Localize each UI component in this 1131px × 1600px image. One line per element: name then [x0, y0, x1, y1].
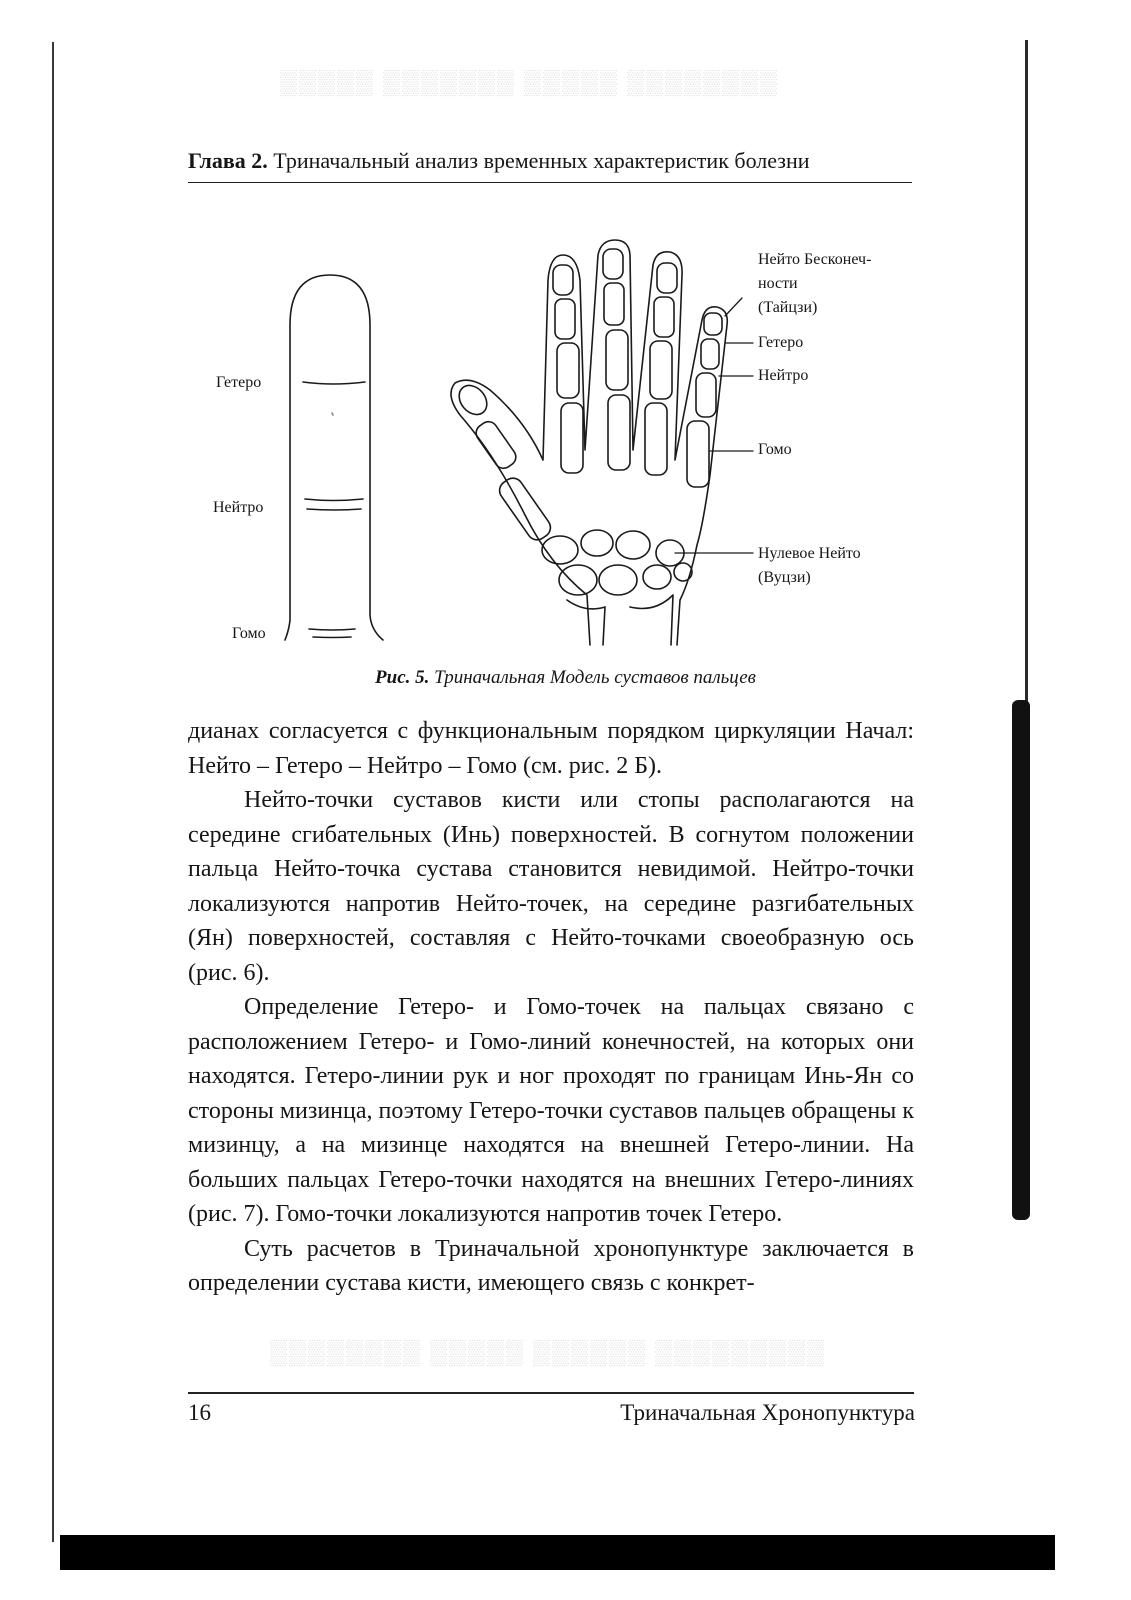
caption-text: Триначальная Модель суставов пальцев	[429, 667, 756, 688]
finger-diagram	[285, 275, 383, 640]
hand-label-neitro: Нейтро	[758, 367, 809, 384]
figure-5	[205, 235, 925, 665]
finger-bones	[553, 249, 722, 487]
paragraph-1: дианах согласуется с функциональным порядком циркуляции Начал: Нейто – Гетеро – Нейтро – Гомо (см. рис. 2 Б).	[188, 718, 914, 779]
figure-caption	[0, 667, 1131, 689]
bleed-through-text: ▒▒▒▒▒▒▒▒ ▒▒▒▒▒ ▒▒▒▒▒▒ ▒▒▒▒▒▒▒▒▒	[270, 1340, 827, 1366]
label-leader-lines	[675, 298, 753, 553]
scan-bottom-bar	[60, 1535, 1055, 1570]
radius-bone	[567, 600, 605, 645]
page-number: 16	[188, 1400, 211, 1425]
finger-label-gomo: Гомо	[232, 625, 266, 642]
hand-label-infinity: Нейто Бесконеч- ности (Тайцзи)	[758, 251, 872, 316]
carpal-bones	[542, 530, 692, 595]
caption-number: Рис. 5.	[375, 667, 430, 688]
paragraph-3: Определение Гетеро- и Гомо-точек на пальцах связано с расположением Гетеро- и Гомо-линий конечностей, на которых они находятся. Гетеро-линии рук и ног проходят по границам Инь-Ян со стороны мизинца, поэтому Гетеро-точки суставов пальцев обращены к мизинцу, а на мизинце находятся на внешней Гетеро-линии. На больших пальцах Гетеро-точки находятся на внешних Гетеро-линиях (рис. 7). Гомо-точки локализуются напротив точек Гетеро.	[188, 994, 914, 1227]
finger-label-hetero: Гетеро	[216, 374, 262, 391]
finger-label-neitro: Нейтро	[213, 499, 264, 516]
hand-label-zero-neito: Нулевое Нейто (Вуцзи)	[758, 545, 861, 586]
scan-edge-left	[52, 42, 54, 1542]
hand-label-hetero: Гетеро	[758, 334, 804, 351]
running-header	[188, 148, 912, 183]
chapter-title: Триначальный анализ временных характеристик болезни	[267, 148, 810, 173]
body-text	[188, 714, 914, 1301]
paragraph-2: Нейто-точки суставов кисти или стопы располагаются на середине сгибательных (Инь) поверхностей. В согнутом положении пальца Нейто-точка сустава становится невидимой. Нейтро-точки локализуются напротив Нейто-точек, на середине разгибательных (Ян) поверхностей, составляя с Нейто-точками своеобразную ось (рис. 6).	[188, 787, 914, 986]
paragraph-4: Суть расчетов в Триначальной хронопунктуре заключается в определении сустава кисти, имеющего связь с конкрет-	[188, 1235, 914, 1296]
footer-rule	[188, 1392, 914, 1394]
scan-smear	[1012, 700, 1030, 1220]
hand-skeleton	[451, 240, 753, 645]
hand-label-gomo: Гомо	[758, 441, 792, 458]
bleed-through-text: ▒▒▒▒▒ ▒▒▒▒▒▒▒ ▒▒▒▒▒ ▒▒▒▒▒▒▒▒	[280, 70, 780, 96]
chapter-label: Глава 2.	[188, 148, 268, 173]
book-title: Триначальная Хронопунктура	[620, 1400, 915, 1425]
thumb-bones	[454, 380, 555, 544]
ulna-bone	[630, 595, 673, 645]
